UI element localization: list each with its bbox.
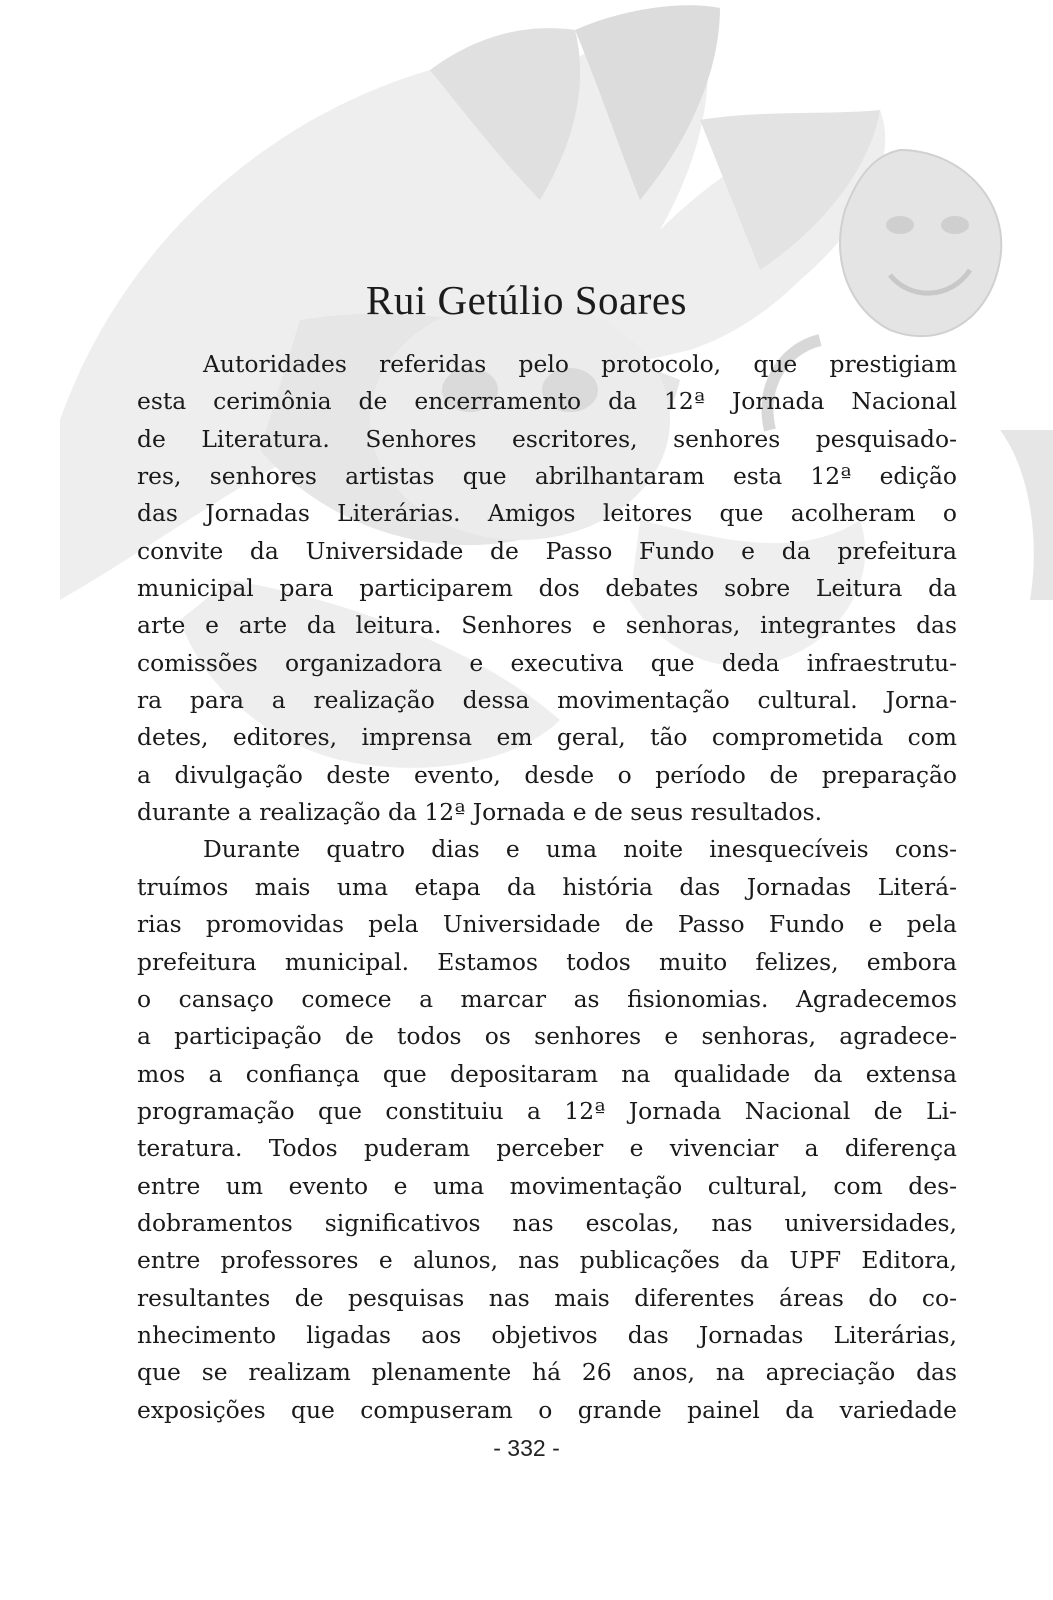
text-line: entre um evento e uma movimentação cultural, com des-	[137, 1171, 957, 1200]
text-line: durante a realização da 12ª Jornada e de seus resultados.	[137, 798, 823, 827]
text-line: nhecimento ligadas aos objetivos das Jornadas Literárias,	[137, 1320, 957, 1349]
text-line: que se realizam plenamente há 26 anos, na apreciação das	[137, 1358, 957, 1387]
text-line: programação que constituiu a 12ª Jornada Nacional de Li-	[137, 1096, 957, 1125]
text-line: prefeitura municipal. Estamos todos muito felizes, embora	[137, 947, 957, 976]
text-line: resultantes de pesquisas nas mais diferentes áreas do co-	[137, 1283, 957, 1312]
text-line: comissões organizadora e executiva que deda infraestrutu-	[137, 648, 957, 677]
text-line: a divulgação deste evento, desde o período de preparação	[137, 760, 957, 789]
text-line: dobramentos significativos nas escolas, nas universidades,	[137, 1208, 957, 1237]
text-line: municipal para participarem dos debates sobre Leitura da	[137, 574, 957, 603]
text-line: das Jornadas Literárias. Amigos leitores que acolheram o	[137, 499, 957, 528]
text-line: detes, editores, imprensa em geral, tão comprometida com	[137, 723, 957, 752]
page-title: Rui Getúlio Soares	[365, 277, 688, 323]
text-line: arte e arte da leitura. Senhores e senhoras, integrantes das	[137, 611, 957, 640]
body-text	[137, 346, 957, 1429]
text-line: entre professores e alunos, nas publicações da UPF Editora,	[137, 1246, 957, 1275]
text-line: convite da Universidade de Passo Fundo e da prefeitura	[137, 536, 957, 565]
text-line: rias promovidas pela Universidade de Passo Fundo e pela	[137, 910, 957, 939]
text-line: teratura. Todos puderam perceber e vivenciar a diferença	[137, 1134, 957, 1163]
text-line: Autoridades referidas pelo protocolo, que prestigiam	[203, 350, 957, 378]
text-line: a participação de todos os senhores e senhoras, agradece-	[137, 1022, 957, 1051]
paragraph	[137, 346, 957, 831]
text-line: mos a confiança que depositaram na qualidade da extensa	[137, 1059, 957, 1088]
text-line: Durante quatro dias e uma noite inesquecíveis cons-	[203, 835, 957, 864]
paragraph	[137, 831, 957, 1429]
text-line: exposições que compuseram o grande painel da variedade	[137, 1395, 957, 1424]
text-line: o cansaço comece a marcar as fisionomias. Agradecemos	[137, 984, 957, 1013]
text-line: esta cerimônia de encerramento da 12ª Jornada Nacional	[137, 387, 957, 416]
text-line: ra para a realização dessa movimentação cultural. Jorna-	[137, 686, 957, 715]
page-number: - 332 -	[493, 1435, 560, 1461]
text-line: truímos mais uma etapa da história das Jornadas Literá-	[137, 872, 957, 901]
text-line: res, senhores artistas que abrilhantaram esta 12ª edição	[137, 462, 957, 491]
text-line: de Literatura. Senhores escritores, senhores pesquisado-	[137, 424, 957, 453]
